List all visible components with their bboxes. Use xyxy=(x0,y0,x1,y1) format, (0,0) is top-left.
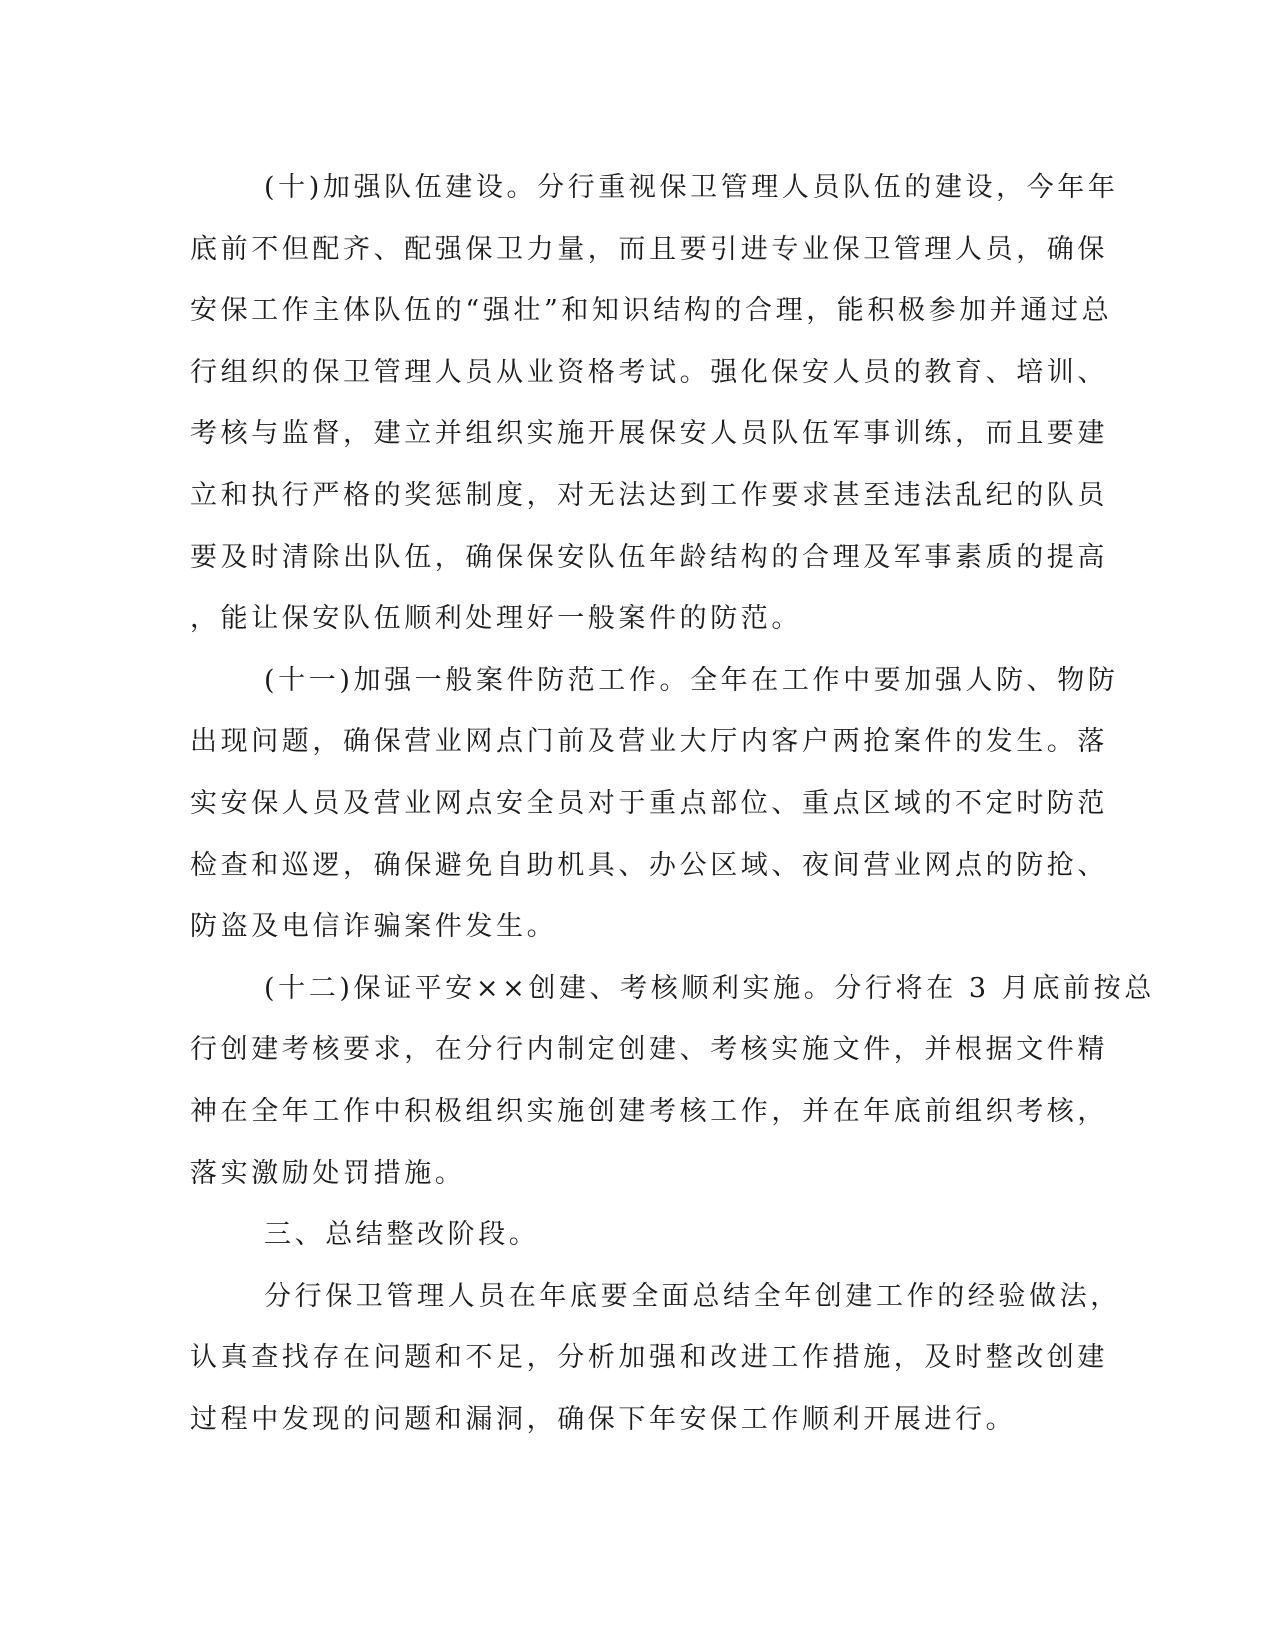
paragraph-line: 防盗及电信诈骗案件发生。 xyxy=(190,911,558,943)
paragraph-line: (十二)保证平安××创建、考核顺利实施。分行将在 3 月底前按总 xyxy=(264,972,1155,1004)
paragraph-line: 行创建考核要求，在分行内制定创建、考核实施文件，并根据文件精 xyxy=(190,1034,1108,1066)
paragraph-line: 立和执行严格的奖惩制度，对无法达到工作要求甚至违法乱纪的队员 xyxy=(190,479,1108,511)
paragraph-line: 行组织的保卫管理人员从业资格考试。强化保安人员的教育、培训、 xyxy=(190,356,1108,388)
paragraph-line: 出现问题，确保营业网点门前及营业大厅内客户两抢案件的发生。落 xyxy=(190,726,1108,758)
paragraph-line: 过程中发现的问题和漏洞，确保下年安保工作顺利开展进行。 xyxy=(190,1403,1017,1435)
paragraph-line: ，能让保安队伍顺利处理好一般案件的防范。 xyxy=(190,603,802,635)
paragraph-line: 底前不但配齐、配强保卫力量，而且要引进专业保卫管理人员，确保 xyxy=(190,233,1108,265)
paragraph-line: (十一)加强一般案件防范工作。全年在工作中要加强人防、物防 xyxy=(264,664,1119,696)
paragraph-item-10 xyxy=(190,157,1119,650)
paragraph-line: 要及时清除出队伍，确保保安队伍年龄结构的合理及军事素质的提高 xyxy=(190,541,1108,573)
paragraph-line: 神在全年工作中积极组织实施创建考核工作，并在年底前组织考核， xyxy=(190,1095,1108,1127)
paragraph-line: (十)加强队伍建设。分行重视保卫管理人员队伍的建设，今年年 xyxy=(264,172,1119,203)
paragraph-line: 分行保卫管理人员在年底要全面总结全年创建工作的经验做法， xyxy=(264,1280,1121,1312)
section-heading-text: 三、总结整改阶段。 xyxy=(264,1219,540,1251)
paragraph-item-summary xyxy=(190,1266,1121,1451)
paragraph-line: 落实激励处罚措施。 xyxy=(190,1157,466,1189)
section-heading xyxy=(190,1204,1080,1266)
paragraph-item-12 xyxy=(190,958,1155,1204)
paragraph-line: 实安保人员及营业网点安全员对于重点部位、重点区域的不定时防范 xyxy=(190,787,1108,819)
paragraph-line: 检查和巡逻，确保避免自助机具、办公区域、夜间营业网点的防抢、 xyxy=(190,849,1108,881)
paragraph-line: 安保工作主体队伍的“强壮”和知识结构的合理，能积极参加并通过总 xyxy=(190,295,1113,327)
paragraph-line: 考核与监督，建立并组织实施开展保安人员队伍军事训练，而且要建 xyxy=(190,418,1108,450)
paragraph-item-11 xyxy=(190,650,1119,958)
document-body xyxy=(190,157,1155,1450)
paragraph-line: 认真查找存在问题和不足，分析加强和改进工作措施，及时整改创建 xyxy=(190,1342,1108,1374)
